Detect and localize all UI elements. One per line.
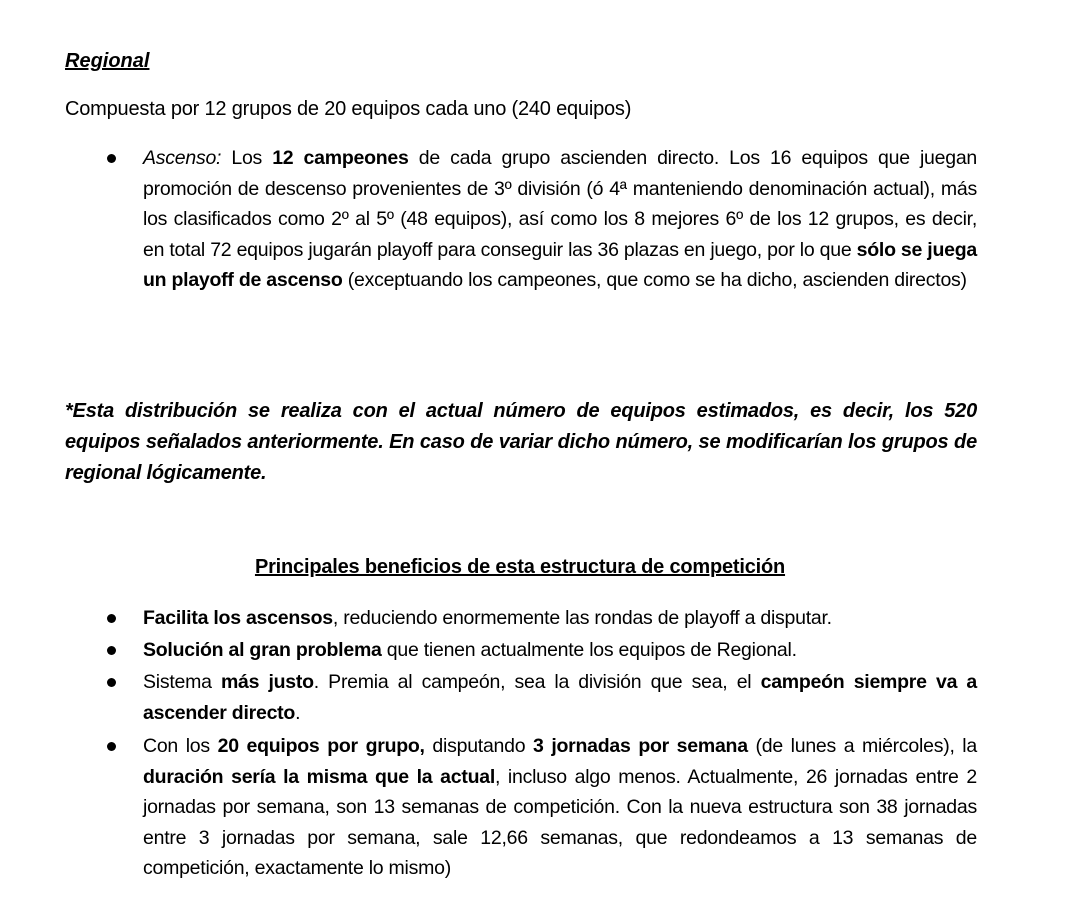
benefit-1 [143,603,977,634]
benefit-3-text-1: Sistema [143,671,221,693]
benefit-2-text: que tienen actualmente los equipos de Regional. [381,639,797,661]
bullet-icon [107,154,116,163]
ascenso-text-2: de cada grupo ascienden directo. Los 16 equipos que juegan promoción de descenso provenientes de 3º división (ó 4ª manteniendo denominación actual), más los clasificados como 2º al 5º (48 equipos), así como los 8 mejores 6º de los 12 grupos, es decir, en total 72 equipos jugarán playoff para conseguir las 36 plazas en juego, por lo que [143,147,978,261]
benefit-4-text-4: , incluso algo menos. Actualmente, 26 jornadas entre 2 jornadas por semana, son 13 semanas de competición. Con la nueva estructura son 38 jornadas entre 3 jornadas por semana, sale 12,66 semanas, que redondeamos a 13 semanas de competición, exactamente lo mismo) [143,765,977,879]
benefit-3 [143,667,977,728]
ascenso-bold-2: sólo se juega un playoff de ascenso [143,238,977,291]
benefit-1-bold: Facilita los ascensos [143,607,333,629]
bullet-icon [107,614,116,623]
ascenso-text-3: (exceptuando los campeones, que como se ha dicho, ascienden directos) [342,269,967,291]
benefit-3-bold-1: más justo [220,671,314,693]
bullet-icon [107,646,116,655]
ascenso-bold-1: 12 campeones [272,147,409,169]
benefit-4-bold-1: 20 equipos por grupo, [217,735,425,757]
bullet-icon [107,678,116,687]
distribution-note: *Esta distribución se realiza con el actual número de equipos estimados, es decir, los 520 equipos señalados anteriormente. En caso de variar dicho número, se modificarían los grupos de regional lógicamente. [65,400,977,484]
ascenso-label: Ascenso [143,147,217,169]
regional-heading: Regional [65,50,150,72]
benefit-2-bold: Solución al gran problema [143,639,382,661]
ascenso-paragraph [143,143,977,296]
bullet-icon [107,742,116,751]
benefit-3-text-2: . Premia al campeón, sea la división que sea, el [313,671,761,693]
benefit-1-text: , reduciendo enormemente las rondas de playoff a disputar. [332,607,832,629]
benefit-3-text-3: . [295,701,301,724]
regional-intro: Compuesta por 12 grupos de 20 equipos cada uno (240 equipos) [65,98,632,120]
benefit-4-text-1: Con los [143,735,218,757]
benefit-4-bold-3: duración sería la misma que la actual [143,765,495,788]
benefit-3-bold-2: campeón siempre va a ascender directo [143,671,977,724]
benefit-4-text-3: (de lunes a miércoles), la [747,735,977,757]
ascenso-text-1: Los [221,147,273,169]
ascenso-label-colon: : [216,147,222,169]
benefit-4-text-2: disputando [424,735,534,757]
benefits-title: Principales beneficios de esta estructura de competición [254,556,786,578]
benefit-4 [143,731,977,884]
benefit-4-bold-2: 3 jornadas por semana [533,735,748,757]
benefit-2 [143,635,977,666]
